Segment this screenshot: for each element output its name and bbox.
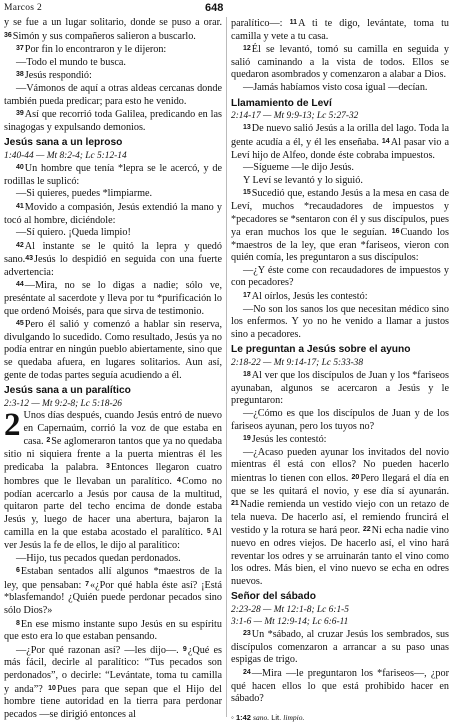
verse-number: 8 — [16, 619, 20, 627]
paragraph: 2 Unos días después, cuando Jesús entró de nuevo en Capernaúm, corrió la voz de que estaba en casa. 2Se aglomeraron tantos que ya no quedaba sitio ni siquiera frente a la puerta mientras él les predicaba la palabra. 3Entonces llegaron cuatro hombres que le llevaban un paralítico. 4Como no podían acercarlo a Jesús por causa de la multitud, quitaron parte del techo encima de donde estaba Jesús y, luego de hacer una abertura, bajaron la camilla en la que estaba acostado el paralítico. 5Al ver Jesús la fe de ellos, le dijo al paralítico: — [4, 407, 223, 551]
paragraph: 37Por fin lo encontraron y le dijeron: — [16, 44, 167, 56]
verse-number: 22 — [362, 526, 371, 534]
cross-reference: 2:18-22 — Mt 9:14-17; Lc 5:33-38 — [231, 358, 364, 369]
verse-number: 15 — [243, 189, 251, 197]
dialogue-line: —Jamás habíamos visto cosa igual —decían. — [243, 81, 428, 93]
verse-number: 40 — [16, 164, 24, 172]
verse-number: 3 — [105, 463, 110, 471]
verse-number: 43 — [25, 255, 34, 263]
paragraph: —¿Por qué razonan así? —les dijo—. 9¿Qué es más fácil, decirle al paralítico: “Tus pecados son perdonados”, o decirle: “Levántate, toma tu camilla y anda”? 10Pues para que sepan que el Hijo del hombre tiene autoridad en la tierra para perdonar pecados —se dirigió entonces al — [4, 644, 223, 720]
verse-number: 44 — [16, 281, 24, 289]
cross-reference: 2:3-12 — Mt 9:2-8; Lc 5:18-26 — [4, 399, 122, 410]
paragraph: 13De nuevo salió Jesús a la orilla del lago. Toda la gente acudía a él, y él les enseñaba. 14Al pasar vio a Leví hijo de Alfeo, donde éste cobraba impuestos. — [231, 123, 449, 161]
paragraph: 42Al instante se le quitó la lepra y quedó sano.43Jesús lo despidió en seguida con una fuerte advertencia: — [4, 240, 222, 278]
paragraph: 6Estaban sentados allí algunos *maestros de la ley, que pensaban: 7«¿Por qué habla éste así? ¡Está *blasfemando! ¿Quién puede perdonar pecados sino sólo Dios?» — [4, 566, 223, 616]
footnote-ref: 1:42 — [235, 713, 251, 722]
section-heading: Jesús sana a un paralítico — [4, 385, 131, 397]
verse-number: 21 — [231, 500, 239, 508]
verse-number: 14 — [381, 137, 390, 145]
footnote-lit: Lit. — [271, 713, 282, 722]
verse-number: 39 — [16, 110, 24, 118]
cross-reference: 1:40-44 — Mt 8:2-4; Lc 5:12-14 — [4, 151, 127, 162]
paragraph: 40Un hombre que tenía *lepra se le acercó, y de rodillas le suplicó: — [4, 163, 222, 187]
chapter-number: 2 — [4, 407, 21, 444]
verse-number: 20 — [351, 474, 360, 481]
dialogue-line: —Hijo, tus pecados quedan perdonados. — [16, 552, 181, 564]
paragraph: 12Él se levantó, tomó su camilla en seguida y salió caminando a la vista de todos. Ellos se quedaron asombrados y comenzaron a alabar a Dios. — [231, 44, 449, 81]
verse-number: 5 — [206, 528, 211, 536]
verse-number: 16 — [391, 228, 400, 236]
verse-number: 13 — [243, 124, 251, 132]
footnote-word: limpio. — [283, 713, 305, 722]
paragraph: paralítico—: 11A ti te digo, levántate, toma tu camilla y vete a tu casa. — [231, 18, 450, 42]
paragraph: Y Leví se levantó y lo siguió. — [243, 174, 363, 186]
paragraph: 23Un *sábado, al cruzar Jesús los sembrados, sus discípulos comenzaron a arrancar a su paso unas espigas de trigo. — [231, 629, 449, 666]
dialogue-line: —Vámonos de aquí a otras aldeas cercanas donde también pueda predicar; para esto he venido. — [4, 82, 222, 107]
paragraph: y se fue a un lugar solitario, donde se puso a orar. 36Simón y sus compañeros salieron a buscarlo. — [4, 17, 222, 42]
section-heading: Jesús sana a un leproso — [4, 137, 123, 149]
right-column — [231, 17, 449, 706]
paragraph: 8En ese mismo instante supo Jesús en su espíritu que esto era lo que estaban pensando. — [4, 618, 222, 643]
verse-number: 18 — [243, 371, 251, 379]
verse-number: 36 — [4, 31, 12, 39]
verse-number: 2 — [46, 437, 51, 445]
dialogue-line: —Sí quiero. ¡Queda limpio! — [16, 227, 131, 239]
paragraph: 45Pero él salió y comenzó a hablar sin reserva, divulgando lo sucedido. Como resultado, Jesús ya no podía entrar en ningún pueblo abiertamente, sino que se quedaba afuera, en lugares solitarios. Aun así, gente de todas partes seguía acudiendo a él. — [4, 319, 222, 381]
verse-number: 23 — [243, 630, 251, 638]
book-chapter-heading: Marcos 2 — [4, 3, 43, 13]
dialogue-line: —Si quieres, puedes *limpiarme. — [16, 188, 153, 200]
verse-number: 41 — [16, 202, 24, 210]
verse-number: 19 — [243, 435, 251, 443]
running-header — [0, 2, 455, 16]
section-heading: Señor del sábado — [231, 591, 316, 603]
cross-reference: 2:14-17 — Mt 9:9-13; Lc 5:27-32 — [231, 111, 359, 122]
dialogue-line: —¿Cómo es que los discípulos de Juan y de los fariseos ayunan, pero los tuyos no? — [231, 408, 449, 432]
paragraph: 24—Mira —le preguntaron los *fariseos—, ¿por qué hacen ellos lo que está prohibido hacer en sábado? — [231, 667, 449, 705]
verse-number: 37 — [16, 45, 24, 53]
paragraph: 44—Mira, no se lo digas a nadie; sólo ve, preséntate al sacerdote y lleva por tu *purificación lo que ordenó Moisés, para que sirva de testimonio. — [4, 280, 222, 317]
cross-reference: 3:1-6 — Mt 12:9-14; Lc 6:6-11 — [231, 617, 349, 628]
paragraph: 19Jesús les contestó: — [243, 434, 327, 446]
verse-number: 11 — [289, 19, 298, 26]
verse-number: 38 — [16, 71, 24, 79]
section-heading: Llamamiento de Leví — [231, 97, 332, 109]
verse-number: 12 — [243, 45, 251, 53]
paragraph: 18Al ver que los discípulos de Juan y los *fariseos ayunaban, algunos se acercaron a Jesús y le preguntaron: — [231, 370, 449, 407]
page-number: 648 — [205, 2, 224, 14]
verse-number: 7 — [85, 580, 90, 588]
left-column — [4, 17, 222, 721]
verse-number: 45 — [16, 320, 24, 328]
paragraph: 41Movido a compasión, Jesús extendió la mano y tocó al hombre, diciéndole: — [4, 201, 222, 226]
verse-number: 42 — [16, 241, 24, 249]
dialogue-line: —¿Acaso pueden ayunar los invitados del novio mientras él está con ellos? No pueden hacerlo mientras lo tienen con ellos. 20Pero llegará el día en que se les quitará el novio, y ese día sí ayunarán. 21Nadie remienda un vestido viejo con un retazo de tela nueva. De hacerlo así, el remiendo fruncirá el vestido y la rotura se hará peor. 22Ni echa nadie vino nuevo en odres viejos. De hacerlo así, el vino hará reventar los odres y se arruinarán tanto el vino como los odres. Más bien, el vino nuevo se echa en odres nuevos. — [231, 446, 450, 587]
paragraph: 38Jesús respondió: — [16, 70, 92, 82]
verse-number: 17 — [243, 292, 251, 300]
dialogue-line: —¿Y éste come con recaudadores de impuestos y con pecadores? — [231, 264, 449, 289]
verse-number: 4 — [176, 477, 181, 484]
verse-number: 9 — [182, 645, 187, 653]
paragraph: 17Al oírlos, Jesús les contestó: — [243, 291, 368, 303]
verse-number: 10 — [48, 684, 56, 692]
paragraph: 15Sucedió que, estando Jesús a la mesa en casa de Leví, muchos *recaudadores de impuestos y *pecadores se *sentaron con él y sus discípulos, pues ya eran muchos los que le seguían. 16Cuando los *maestros de la ley, que eran *fariseos, vieron con quién comía, les preguntaron a sus discípulos: — [231, 188, 449, 264]
cross-reference: 2:23-28 — Mt 12:1-8; Lc 6:1-5 — [231, 605, 349, 616]
dialogue-line: —Todo el mundo te busca. — [16, 56, 126, 68]
dialogue-line: —Sígueme —le dijo Jesús. — [243, 162, 354, 174]
paragraph: 39Así que recorrió toda Galilea, predicando en las sinagogas y expulsando demonios. — [4, 109, 222, 133]
footnote: ◦ 1:42 sano. Lit. limpio. — [231, 713, 305, 722]
verse-number: 24 — [243, 668, 251, 676]
footnote-text: sano. — [253, 713, 270, 722]
column-divider — [226, 17, 227, 717]
verse-number: 6 — [16, 567, 20, 575]
section-heading: Le preguntan a Jesús sobre el ayuno — [231, 344, 411, 356]
dialogue-line: —No son los sanos los que necesitan médico sino los enfermos. Y yo no he venido a llamar a justos sino a pecadores. — [231, 303, 449, 340]
